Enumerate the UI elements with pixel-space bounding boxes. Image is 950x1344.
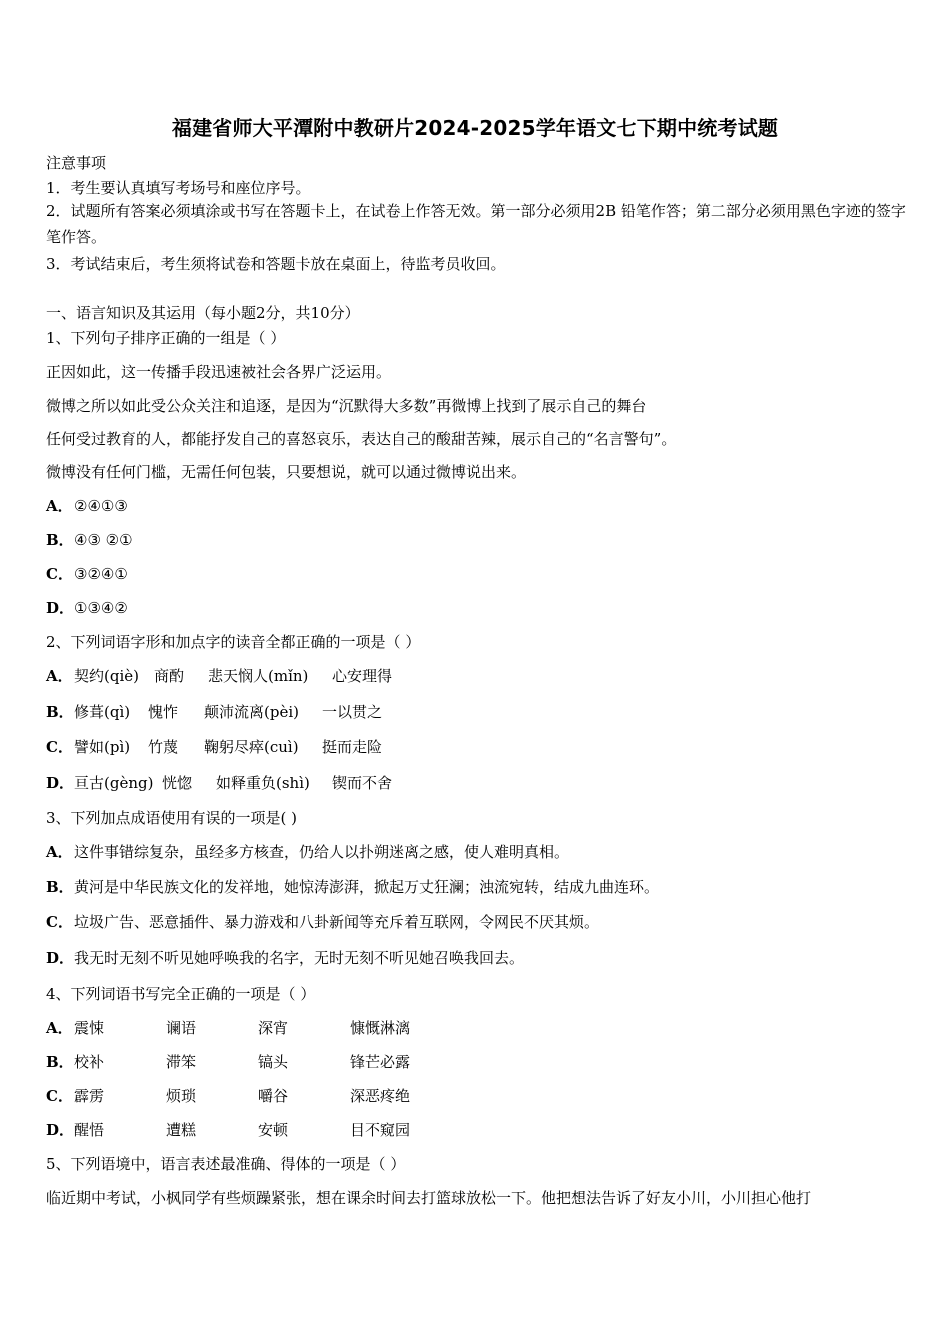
question-3-option-b — [46, 876, 659, 897]
option-letter: C． — [46, 738, 73, 756]
question-1-sentence: 任何受过教育的人，都能抒发自己的喜怒哀乐，表达自己的酸甜苦辣，展示自己的“名言警句”。 — [46, 430, 677, 448]
option-letter: B． — [46, 703, 74, 721]
option-letter: A． — [46, 667, 73, 685]
question-3-stem: 3、下列加点成语使用有误的一项是( ) — [46, 809, 298, 827]
option-word: 目不窥园 — [350, 1121, 411, 1139]
option-word: 烦琐 — [166, 1087, 197, 1105]
option-text: ③②④① — [74, 565, 128, 583]
option-word: 恍惚 — [162, 774, 193, 792]
option-word: 慷慨淋漓 — [350, 1019, 411, 1037]
option-word: 商酌 — [154, 667, 185, 685]
option-letter: A． — [46, 1019, 73, 1037]
option-letter: C． — [46, 1087, 73, 1105]
option-word: 震悚 — [74, 1019, 105, 1037]
question-4-option-b — [46, 1051, 410, 1072]
option-letter: D． — [46, 1121, 75, 1139]
question-5-stem: 5、下列语境中，语言表述最准确、得体的一项是（ ） — [46, 1155, 406, 1173]
option-letter: D． — [46, 599, 75, 617]
option-text: 这件事错综复杂，虽经多方核查，仍给人以扑朔迷离之感，使人难明真相。 — [74, 843, 570, 861]
question-1-stem: 1、下列句子排序正确的一组是（ ） — [46, 329, 286, 347]
question-1-option-d — [46, 597, 128, 618]
option-word: 遭糕 — [166, 1121, 197, 1139]
question-3-option-d — [46, 947, 524, 968]
option-letter: C． — [46, 565, 73, 583]
question-4-option-d — [46, 1119, 410, 1140]
option-text: ④③ ②① — [74, 531, 133, 549]
option-text: ②④①③ — [74, 497, 128, 515]
question-1-option-a — [46, 495, 128, 516]
notice-item-3: 3．考试结束后，考生须将试卷和答题卡放在桌面上，待监考员收回。 — [46, 255, 506, 273]
option-letter: D． — [46, 774, 75, 792]
option-word: 深恶疼绝 — [350, 1087, 411, 1105]
option-word: 挺而走险 — [322, 738, 383, 756]
question-4-option-a — [46, 1017, 410, 1038]
option-word: 深宵 — [258, 1019, 289, 1037]
option-word: 鞠躬尽瘁(cuì) — [204, 738, 299, 756]
option-word: 醒悟 — [74, 1121, 105, 1139]
option-word: 契约(qiè) — [74, 667, 139, 685]
question-2-option-b — [46, 701, 382, 722]
option-word: 颠沛流离(pèi) — [204, 703, 299, 721]
option-word: 滞笨 — [166, 1053, 197, 1071]
option-letter: A． — [46, 843, 73, 861]
option-letter: B． — [46, 1053, 74, 1071]
option-word: 安顿 — [258, 1121, 289, 1139]
option-word: 悲天悯人(mǐn) — [208, 667, 309, 685]
option-word: 譬如(pì) — [74, 738, 131, 756]
question-2-stem: 2、下列词语字形和加点字的读音全都正确的一项是（ ） — [46, 633, 421, 651]
notice-item-2: 2．试题所有答案必须填涂或书写在答题卡上，在试卷上作答无效。第一部分必须用2B 铅笔作答；第二部分必须用黑色字迹的签字笔作答。 — [46, 202, 906, 246]
option-word: 镐头 — [258, 1053, 289, 1071]
option-word: 锲而不舍 — [332, 774, 393, 792]
question-4-option-c — [46, 1085, 410, 1106]
option-word: 亘古(gèng) — [74, 774, 154, 792]
option-word: 竹蔑 — [148, 738, 179, 756]
option-word: 嚼谷 — [258, 1087, 289, 1105]
page-title: 福建省师大平潭附中教研片2024-2025学年语文七下期中统考试题 — [171, 116, 779, 140]
option-text: 我无时无刻不听见她呼唤我的名字，无时无刻不听见她召唤我回去。 — [74, 949, 525, 967]
question-5-passage: 临近期中考试，小枫同学有些烦躁紧张，想在课余时间去打篮球放松一下。他把想法告诉了好友小川，小川担心他打 — [46, 1189, 812, 1207]
option-word: 如释重负(shì) — [216, 774, 310, 792]
option-word: 谰语 — [166, 1019, 197, 1037]
option-letter: C． — [46, 913, 73, 931]
question-2-option-c — [46, 736, 382, 757]
option-text: 黄河是中华民族文化的发祥地，她惊涛澎湃，掀起万丈狂澜；浊流宛转，结成九曲连环。 — [74, 878, 660, 896]
option-letter: B． — [46, 878, 74, 896]
question-1-sentence: 正因如此，这一传播手段迅速被社会各界广泛运用。 — [46, 363, 392, 381]
option-letter: B． — [46, 531, 74, 549]
section-1-heading: 一、语言知识及其运用（每小题2分，共10分） — [46, 304, 360, 322]
question-1-sentence: 微博没有任何门槛，无需任何包装，只要想说，就可以通过微博说出来。 — [46, 463, 527, 481]
option-text: ①③④② — [74, 599, 128, 617]
notice-item-1: 1．考生要认真填写考场号和座位序号。 — [46, 179, 311, 197]
option-word: 心安理得 — [332, 667, 393, 685]
option-letter: A． — [46, 497, 73, 515]
option-word: 霹雳 — [74, 1087, 105, 1105]
option-word: 校补 — [74, 1053, 105, 1071]
question-1-sentence: 微博之所以如此受公众关注和追逐，是因为“沉默得大多数”再微博上找到了展示自己的舞台 — [46, 397, 647, 415]
question-2-option-d — [46, 772, 392, 793]
question-2-option-a — [46, 665, 392, 686]
option-text: 垃圾广告、恶意插件、暴力游戏和八卦新闻等充斥着互联网，令网民不厌其烦。 — [74, 913, 600, 931]
question-3-option-a — [46, 841, 569, 862]
option-word: 愧怍 — [148, 703, 179, 721]
question-4-stem: 4、下列词语书写完全正确的一项是（ ） — [46, 985, 316, 1003]
question-3-option-c — [46, 911, 599, 932]
notice-heading: 注意事项 — [46, 154, 107, 172]
option-word: 锋芒必露 — [350, 1053, 411, 1071]
option-letter: D． — [46, 949, 75, 967]
question-1-option-c — [46, 563, 128, 584]
question-1-option-b — [46, 529, 133, 550]
option-word: 一以贯之 — [322, 703, 383, 721]
option-word: 修葺(qì) — [74, 703, 131, 721]
